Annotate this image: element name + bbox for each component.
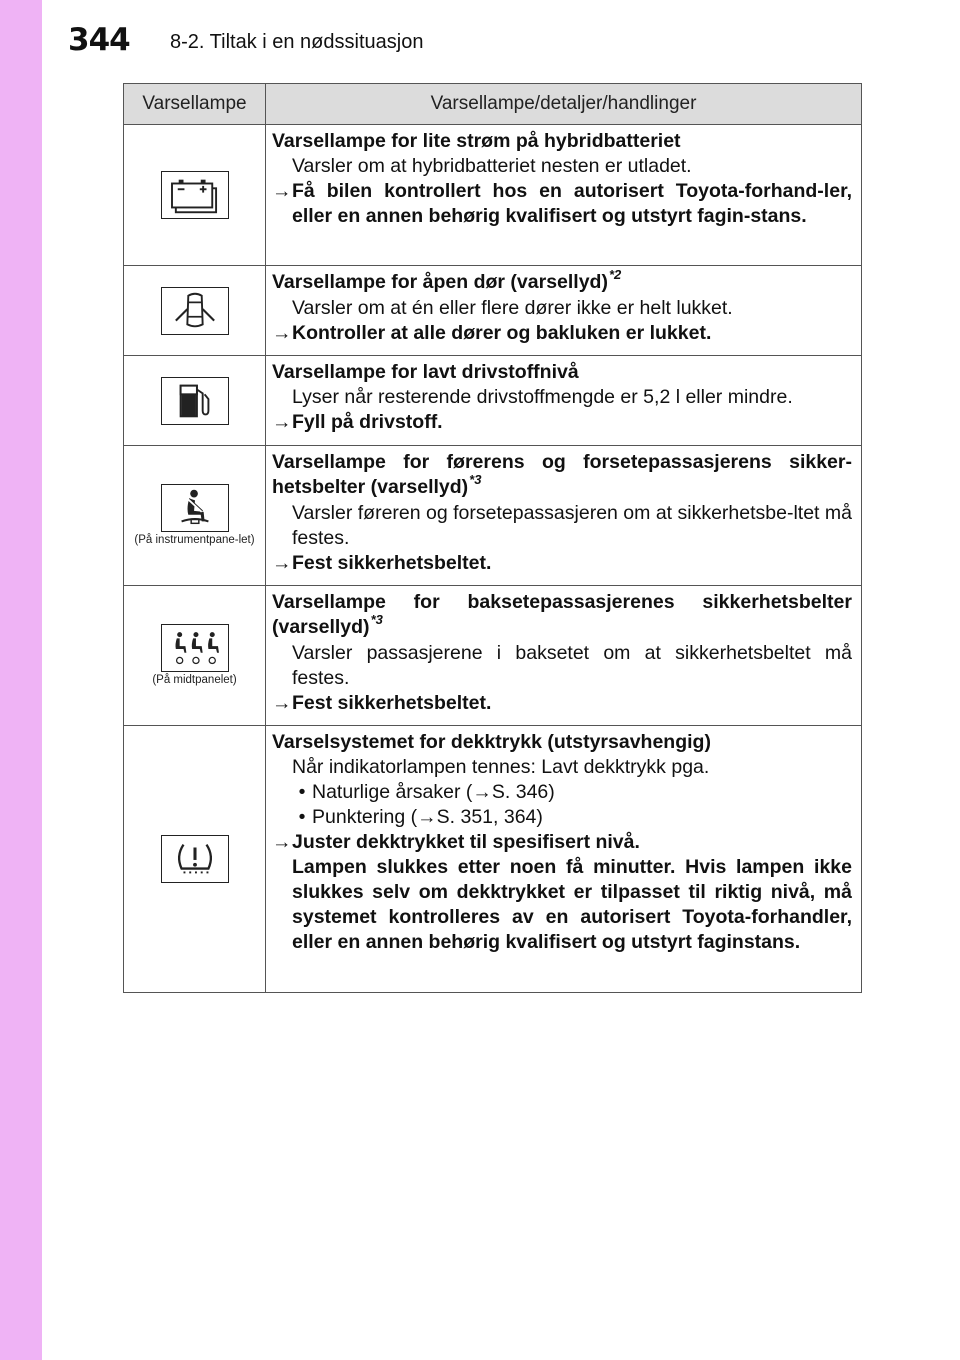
description-cell [266,726,862,993]
lamp-action [272,410,852,435]
lamp-action [272,551,852,576]
seatbelt-icon [161,484,229,532]
column-header-lamp: Varsellampe [124,84,266,125]
lamp-title: Varselsystemet for dekktrykk (utstyrsavhengig) [272,731,711,753]
action-detail: Lampen slukkes etter noen få minutter. Hvis lampen ikke slukkes selv om dekktrykket er tilpasset til riktig nivå, må systemet kontrolleres av en autorisert Toyota-forhandler, eller en annen behørig kvalifisert og utstyrt faginstans. [292,856,852,953]
icon-cell [124,726,266,993]
arrow-icon: → [272,411,292,433]
action-text: Fest sikkerhetsbeltet. [292,692,492,714]
lamp-description: Varsler passasjerene i baksetet om at sikkerhetsbeltet må festes. [292,642,852,689]
icon-cell [124,586,266,726]
column-header-details: Varsellampe/detaljer/handlinger [266,84,862,125]
battery-icon [161,171,229,219]
table-row [124,356,862,446]
bullet: • [298,781,306,803]
action-text: Kontroller at alle dører og bakluken er lukket. [292,322,712,344]
lamp-description: Varsler om at hybridbatteriet nesten er utladet. [292,155,692,177]
lamp-title: Varsellampe for lite strøm på hybridbatteriet [272,130,681,152]
section-title: 8-2. Tiltak i en nødssituasjon [170,31,424,53]
list-item [272,805,852,830]
lamp-title: Varsellampe for lavt drivstoffnivå [272,361,579,383]
bullet: • [298,806,306,828]
description-cell [266,356,862,446]
icon-cell [124,446,266,586]
fuel-pump-icon [161,377,229,425]
description-cell [266,446,862,586]
table-header-row [124,84,862,125]
lamp-title: Varsellampe for baksetepassasjerenes sikkerhetsbelter (varsellyd)$^{*3}$ [272,591,852,638]
description-cell [266,266,862,356]
description-cell [266,586,862,726]
footnote-mark: *3 [469,472,482,487]
tire-pressure-icon [161,835,229,883]
page-number: 344 [68,22,130,58]
footnote-mark: *2 [608,267,622,282]
chapter-side-tab [0,0,42,1360]
lamp-action [272,321,852,346]
action-text: Fest sikkerhetsbeltet. [292,552,492,574]
rear-seatbelts-icon [161,624,229,672]
lamp-title: Varsellampe for førerens og forsetepassasjerens sikker-hetsbelter (varsellyd)$^{*3}$ [272,451,852,498]
description-cell [266,125,862,266]
bullet-text: Naturlige årsaker (→S. 346) [312,781,555,803]
icon-cell [124,356,266,446]
lamp-description: Lyser når resterende drivstoffmengde er 5,2 l eller mindre. [292,386,793,408]
action-text: Få bilen kontrollert hos en autorisert Toyota-forhand-ler, eller en annen behørig kvalifisert og utstyrt fagin-stans. [292,180,852,227]
lamp-action [272,691,852,716]
footnote-mark: *3 [370,612,383,627]
list-item [272,780,852,805]
icon-caption: (På instrumentpane-let) [134,534,255,546]
icon-cell [124,125,266,266]
table-row [124,446,862,586]
open-door-icon [161,287,229,335]
lamp-description: Varsler føreren og forsetepassasjeren om at sikkerhetsbe-ltet må festes. [292,502,852,549]
arrow-icon: → [272,552,292,574]
action-text: Juster dekktrykket til spesifisert nivå. [292,831,640,853]
lamp-action [272,830,852,855]
table-row [124,586,862,726]
arrow-icon: → [272,692,292,714]
lamp-description: Varsler om at én eller flere dører ikke er helt lukket. [292,297,733,319]
bullet-text: Punktering (→S. 351, 364) [312,806,543,828]
lamp-action [272,179,852,229]
table-row [124,726,862,993]
arrow-icon: → [272,322,292,344]
table-row [124,125,862,266]
lamp-title: Varsellampe for åpen dør (varsellyd)$^{*2}$ [272,267,622,293]
arrow-icon: → [272,831,292,853]
arrow-icon: → [272,180,292,202]
icon-caption: (På midtpanelet) [152,674,237,686]
table-row [124,266,862,356]
warning-lights-table [123,83,862,993]
icon-cell [124,266,266,356]
lamp-description: Når indikatorlampen tennes: Lavt dekktrykk pga. [292,756,710,778]
action-text: Fyll på drivstoff. [292,411,443,433]
